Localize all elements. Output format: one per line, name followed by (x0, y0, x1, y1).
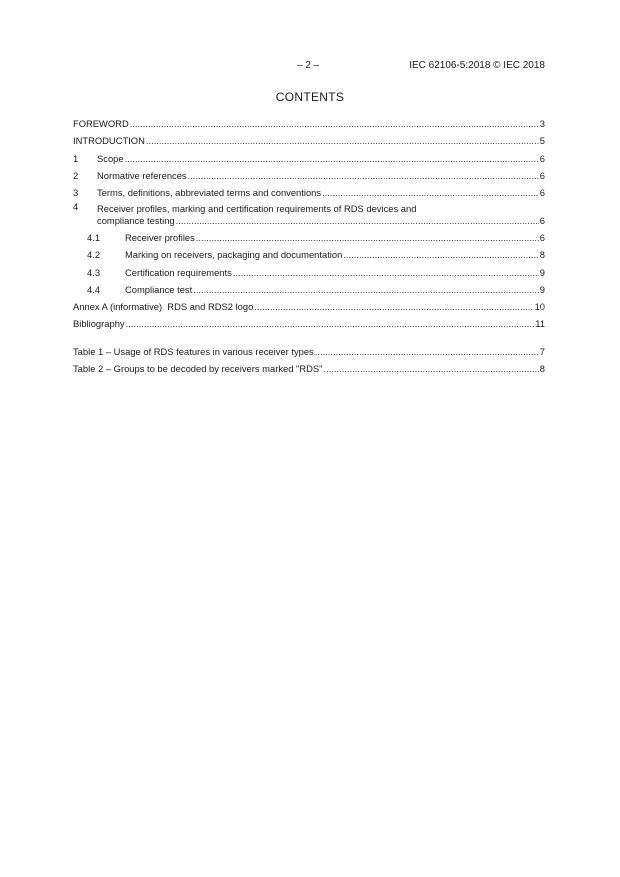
toc-entry-text: Scope (97, 152, 124, 164)
leader-dots (126, 318, 535, 330)
toc-entry-foreword[interactable] (73, 113, 545, 130)
standard-identifier: IEC 62106-5:2018 © IEC 2018 (409, 60, 545, 71)
toc-entry-annex-a[interactable] (73, 296, 545, 313)
page-number: – 2 – (297, 60, 320, 71)
toc-entry-text: Marking on receivers, packaging and documentation (125, 249, 343, 261)
toc-entry-receiver-profiles[interactable] (73, 227, 545, 244)
toc-entry-normative-references[interactable] (73, 165, 545, 182)
toc-entry-page: 10 (534, 300, 545, 312)
toc-entry-page: 9 (539, 283, 545, 295)
leader-dots (343, 249, 538, 261)
toc-entry-page: 9 (539, 266, 545, 278)
leader-dots (146, 135, 539, 147)
toc-entry-text: Receiver profiles, marking and certification requirements of RDS devices and (97, 202, 417, 214)
leader-dots (315, 346, 539, 358)
page-title: CONTENTS (275, 90, 345, 104)
toc-entry-text: Annex A (informative) RDS and RDS2 logo (73, 300, 254, 312)
toc-entry-page: 6 (539, 232, 545, 244)
toc-entry-page: 8 (539, 249, 545, 261)
toc-entry-page: 8 (539, 363, 545, 375)
toc-entry-number: 4.3 (87, 266, 101, 278)
toc-entry-text: Table 1 – Usage of RDS features in various receiver types (73, 346, 314, 358)
toc-entry-number: 3 (73, 186, 79, 198)
toc-entry-certification-requirements[interactable] (73, 261, 545, 278)
toc-entry-page: 6 (539, 169, 545, 181)
leader-dots (196, 232, 539, 244)
toc-entry-page: 7 (539, 346, 545, 358)
leader-dots (324, 363, 539, 375)
leader-dots (125, 153, 539, 165)
leader-dots (188, 170, 539, 182)
toc-entry-scope[interactable] (73, 147, 545, 164)
toc-entry-number: 4.2 (87, 249, 101, 261)
toc-entry-number: 4.1 (87, 232, 101, 244)
toc-entry-text: Certification requirements (125, 266, 232, 278)
leader-dots (130, 118, 539, 130)
toc-entry-terms-definitions[interactable] (73, 182, 545, 199)
leader-dots (322, 187, 539, 199)
toc-entry-receiver-profiles-marking[interactable] (73, 199, 545, 227)
toc-entry-page: 5 (539, 135, 545, 147)
toc-entry-text: Compliance test (125, 283, 193, 295)
toc-entry-number: 1 (73, 152, 79, 164)
toc-entry-compliance-test[interactable] (73, 279, 545, 296)
toc-entry-page: 11 (535, 318, 545, 330)
leader-dots (176, 215, 539, 227)
toc-entry-marking-on-receivers[interactable] (73, 244, 545, 261)
toc-entry-table-1[interactable] (73, 341, 545, 358)
list-of-tables (73, 341, 545, 375)
toc-entry-number: 4.4 (87, 283, 101, 295)
toc-entry-page: 6 (539, 152, 545, 164)
toc-entry-text: Table 2 – Groups to be decoded by receivers marked "RDS" (73, 363, 323, 375)
toc-entry-number: 4 (73, 200, 79, 212)
toc-entry-table-2[interactable] (73, 358, 545, 375)
leader-dots (233, 267, 539, 279)
table-of-contents (73, 113, 545, 330)
toc-entry-introduction[interactable] (73, 130, 545, 147)
toc-entry-text: Receiver profiles (125, 232, 195, 244)
leader-dots (254, 301, 533, 313)
toc-entry-text: Terms, definitions, abbreviated terms and conventions (97, 186, 322, 198)
toc-entry-page: 6 (539, 214, 545, 226)
toc-entry-text: INTRODUCTION (73, 135, 145, 147)
toc-entry-bibliography[interactable] (73, 313, 545, 330)
toc-entry-text: Bibliography (73, 318, 125, 330)
toc-entry-page: 6 (539, 186, 545, 198)
toc-entry-page: 3 (539, 118, 545, 130)
leader-dots (193, 284, 539, 296)
page-header (0, 60, 620, 74)
toc-entry-number: 2 (73, 169, 79, 181)
toc-entry-text-continued: compliance testing (97, 214, 175, 226)
toc-entry-text: Normative references (97, 169, 187, 181)
toc-entry-text: FOREWORD (73, 118, 129, 130)
